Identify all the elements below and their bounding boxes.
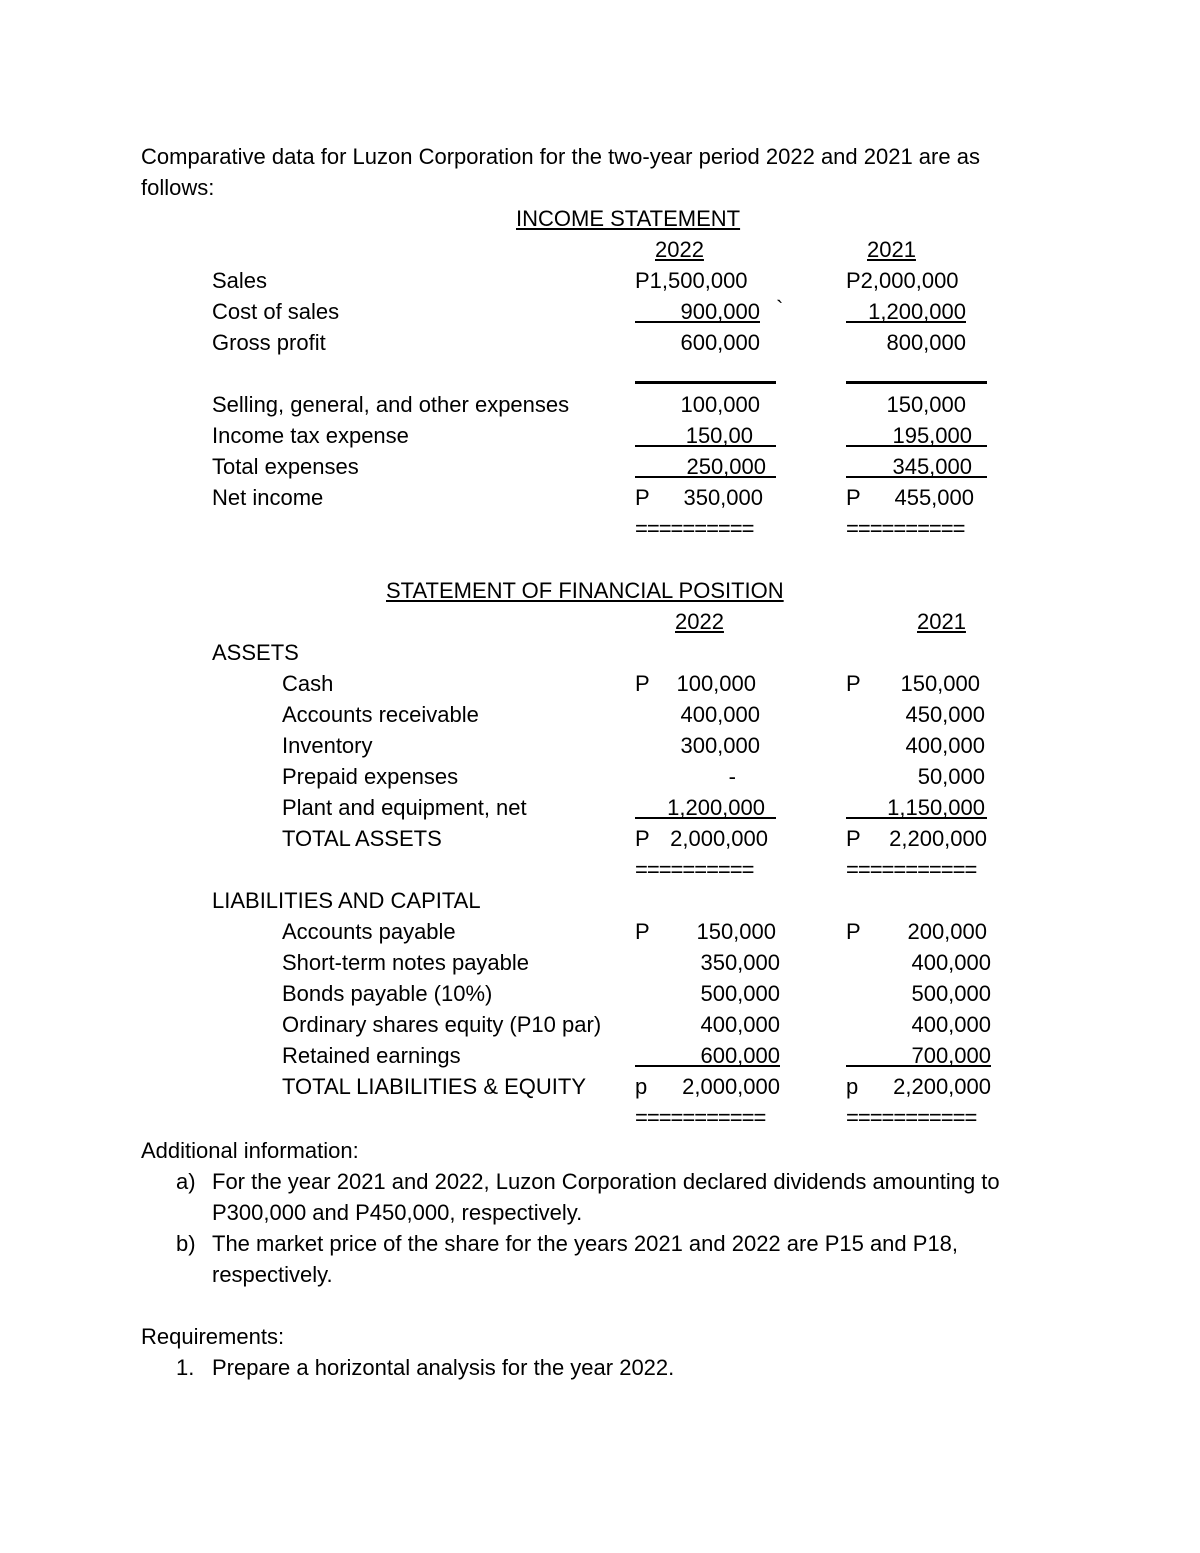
accounts-receivable-2022: 400,000 [680,702,760,727]
income-gross-profit-2021: 800,000 [886,330,966,355]
income-cost-of-sales-2021: 1,200,000 [868,299,966,324]
accounts-receivable-2021: 450,000 [905,702,985,727]
requirement-1: Prepare a horizontal analysis for the year 2022. [212,1355,675,1380]
inventory-2022: 300,000 [680,733,760,758]
underline-tax-2022 [635,445,776,447]
accounts-payable-currency-2022: P [635,919,650,944]
income-selling-2021: 150,000 [886,392,966,417]
liab-label-bonds-payable: Bonds payable (10%) [282,981,493,1006]
income-tax-2021: 195,000 [892,423,972,448]
underline-total-exp-2021 [846,476,987,478]
short-term-notes-2022: 350,000 [700,950,780,975]
liab-label-ordinary-shares: Ordinary shares equity (P10 par) [282,1012,602,1037]
ordinary-shares-2021: 400,000 [911,1012,991,1037]
liabilities-heading: LIABILITIES AND CAPITAL [212,888,481,913]
underline-cost-2022 [635,321,760,323]
underline-retained-2021 [846,1065,991,1067]
accounts-payable-2021: 200,000 [907,919,987,944]
income-label-net-income: Net income [212,485,324,510]
income-cost-of-sales-2022: 900,000 [680,299,760,324]
total-assets-currency-2021: P [846,826,861,851]
asset-label-plant-equipment: Plant and equipment, net [282,795,527,820]
underline-cost-2021 [846,321,966,323]
total-liabilities-equity-2021: 2,200,000 [893,1074,991,1099]
underline-plant-2021 [846,817,987,819]
rule-gross-2021 [846,381,987,384]
additional-info-heading: Additional information: [141,1138,359,1163]
income-statement-title: INCOME STATEMENT [516,206,741,231]
additional-a-line-2: P300,000 and P450,000, respectively. [212,1200,583,1225]
retained-earnings-2021: 700,000 [911,1043,991,1068]
income-net-income-2022: 350,000 [683,485,763,510]
net-income-currency-2022: P [635,485,650,510]
prepaid-expenses-2022: - [728,764,736,789]
income-total-expenses-2022: 250,000 [686,454,766,479]
income-label-selling-expenses: Selling, general, and other expenses [212,392,570,417]
total-le-currency-2021: p [846,1074,859,1099]
short-term-notes-2021: 400,000 [911,950,991,975]
additional-b-marker: b) [176,1231,196,1256]
income-sales-2022: P1,500,000 [635,268,748,293]
requirement-1-marker: 1. [176,1355,195,1380]
income-total-expenses-2021: 345,000 [892,454,972,479]
liab-label-retained-earnings: Retained earnings [282,1043,461,1068]
bonds-payable-2021: 500,000 [911,981,991,1006]
ordinary-shares-2022: 400,000 [700,1012,780,1037]
income-gross-profit-2022: 600,000 [680,330,760,355]
income-selling-2022: 100,000 [680,392,760,417]
asset-label-prepaid-expenses: Prepaid expenses [282,764,459,789]
cash-currency-2022: P [635,671,650,696]
underline-tax-2021 [846,445,987,447]
assets-heading: ASSETS [212,640,299,665]
intro-line-1: Comparative data for Luzon Corporation for the two-year period 2022 and 2021 are as [141,144,980,169]
retained-earnings-2022: 600,000 [700,1043,780,1068]
double-rule-income-2021: ========== [846,516,965,541]
liab-label-total-liabilities-equity: TOTAL LIABILITIES & EQUITY [282,1074,587,1099]
inventory-2021: 400,000 [905,733,985,758]
prepaid-expenses-2021: 50,000 [917,764,985,789]
net-income-currency-2021: P [846,485,861,510]
income-label-cost-of-sales: Cost of sales [212,299,340,324]
total-le-currency-2022: p [635,1074,648,1099]
sfp-title: STATEMENT OF FINANCIAL POSITION [386,578,784,603]
asset-label-total-assets: TOTAL ASSETS [282,826,442,851]
income-year-2022: 2022 [655,237,704,262]
plant-equipment-2021: 1,150,000 [887,795,985,820]
double-rule-assets-2021: =========== [846,857,977,882]
additional-b-line-2: respectively. [212,1262,333,1287]
double-rule-liab-2021: =========== [846,1105,977,1130]
double-rule-assets-2022: ========== [635,857,754,882]
additional-a-line-1: For the year 2021 and 2022, Luzon Corporation declared dividends amounting to [212,1169,1000,1194]
rule-gross-2022 [635,381,776,384]
asset-label-accounts-receivable: Accounts receivable [282,702,479,727]
underline-plant-2022 [635,817,776,819]
requirements-heading: Requirements: [141,1324,285,1349]
income-label-gross-profit: Gross profit [212,330,326,355]
sfp-year-2022: 2022 [675,609,724,634]
underline-retained-2022 [635,1065,780,1067]
stray-mark: ` [776,296,784,321]
cash-2022: 100,000 [676,671,756,696]
total-assets-2022: 2,000,000 [670,826,768,851]
income-label-income-tax: Income tax expense [212,423,409,448]
total-assets-2021: 2,200,000 [889,826,987,851]
double-rule-income-2022: ========== [635,516,754,541]
double-rule-liab-2022: =========== [635,1105,766,1130]
additional-b-line-1: The market price of the share for the years 2021 and 2022 are P15 and P18, [212,1231,959,1256]
income-label-total-expenses: Total expenses [212,454,359,479]
additional-a-marker: a) [176,1169,196,1194]
accounts-payable-currency-2021: P [846,919,861,944]
plant-equipment-2022: 1,200,000 [667,795,765,820]
cash-currency-2021: P [846,671,861,696]
income-year-2021: 2021 [867,237,916,262]
intro-line-2: follows: [141,175,215,200]
underline-total-exp-2022 [635,476,776,478]
income-sales-2021: P2,000,000 [846,268,959,293]
liab-label-short-term-notes: Short-term notes payable [282,950,530,975]
income-tax-2022: 150,00 [685,423,753,448]
total-assets-currency-2022: P [635,826,650,851]
total-liabilities-equity-2022: 2,000,000 [682,1074,780,1099]
asset-label-inventory: Inventory [282,733,373,758]
cash-2021: 150,000 [900,671,980,696]
liab-label-accounts-payable: Accounts payable [282,919,456,944]
income-label-sales: Sales [212,268,268,293]
asset-label-cash: Cash [282,671,334,696]
bonds-payable-2022: 500,000 [700,981,780,1006]
sfp-year-2021: 2021 [917,609,966,634]
accounts-payable-2022: 150,000 [696,919,776,944]
income-net-income-2021: 455,000 [894,485,974,510]
